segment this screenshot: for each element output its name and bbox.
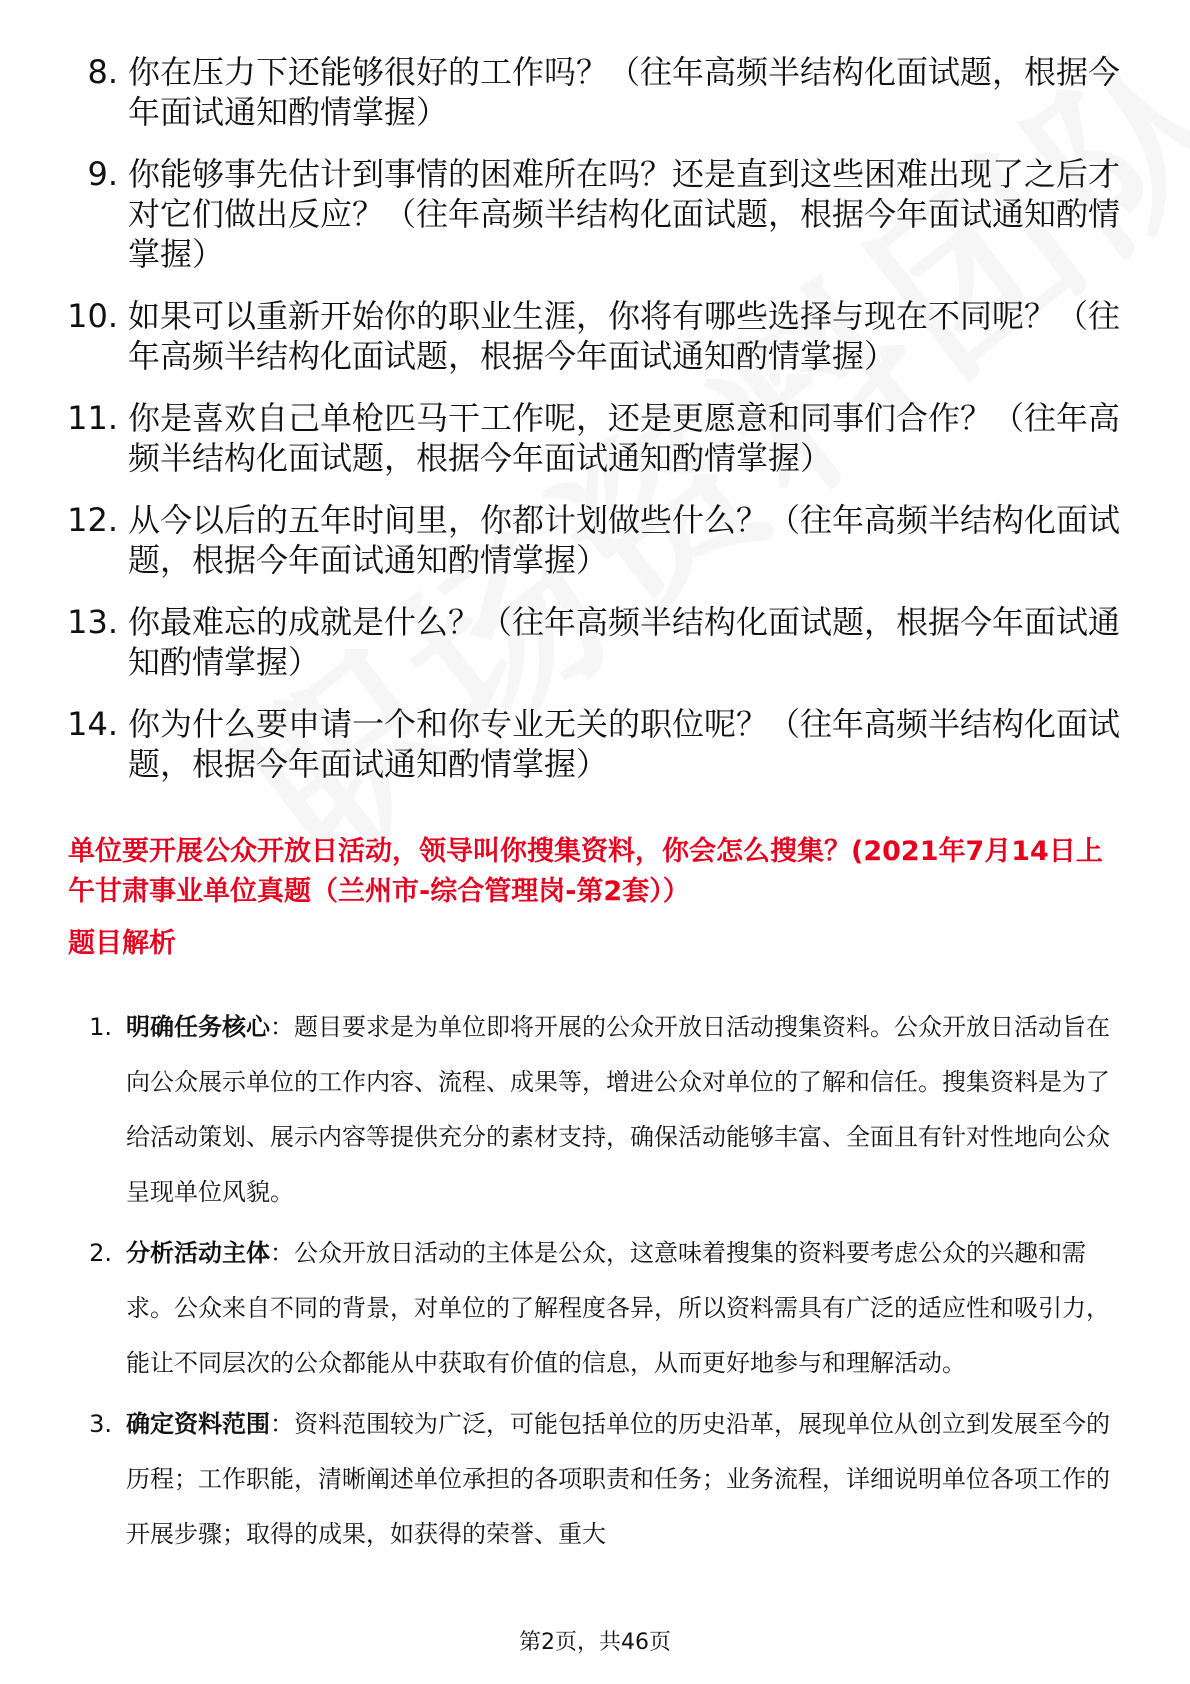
question-number: 11.: [67, 399, 118, 437]
analysis-body: [126, 1226, 1128, 1391]
question-item: [60, 296, 1120, 376]
analysis-item: [66, 1226, 1128, 1391]
analysis-list: [66, 1000, 1128, 1568]
question-number: 13.: [67, 603, 118, 641]
question-list: [60, 52, 1120, 806]
analysis-body: [126, 1397, 1128, 1562]
section-label: 题目解析: [68, 928, 176, 959]
analysis-text: ：题目要求是为单位即将开展的公众开放日活动搜集资料。公众开放日活动旨在向公众展示单位的工作内容、流程、成果等，增进公众对单位的了解和信任。搜集资料是为了给活动策划、展示内容等提供充分的素材支持，确保活动能够丰富、全面且有针对性地向公众呈现单位风貌。: [126, 1013, 1110, 1206]
analysis-item: [66, 1397, 1128, 1562]
page-footer: 第2页，共46页: [519, 1630, 671, 1655]
question-item: [60, 154, 1120, 274]
question-text: 你为什么要申请一个和你专业无关的职位呢？（往年高频半结构化面试题，根据今年面试通知酌情掌握）: [128, 705, 1121, 783]
analysis-title: 明确任务核心: [126, 1013, 270, 1041]
analysis-item: [66, 1000, 1128, 1220]
question-headline: 单位要开展公众开放日活动，领导叫你搜集资料，你会怎么搜集？(2021年7月14日上午甘肃事业单位真题（兰州市-综合管理岗-第2套））: [68, 836, 1103, 907]
analysis-number: 1.: [89, 1013, 112, 1041]
question-item: [60, 500, 1120, 580]
analysis-title: 分析活动主体: [126, 1239, 270, 1267]
question-text: 你最难忘的成就是什么？（往年高频半结构化面试题，根据今年面试通知酌情掌握）: [128, 603, 1121, 681]
analysis-number: 2.: [89, 1239, 112, 1267]
question-text: 你能够事先估计到事情的困难所在吗？还是直到这些困难出现了之后才对它们做出反应？（往年高频半结构化面试题，根据今年面试通知酌情掌握）: [128, 155, 1121, 273]
analysis-body: [126, 1000, 1128, 1220]
question-text: 从今以后的五年时间里，你都计划做些什么？（往年高频半结构化面试题，根据今年面试通知酌情掌握）: [128, 501, 1121, 579]
question-item: [60, 704, 1120, 784]
question-item: [60, 398, 1120, 478]
question-number: 12.: [67, 501, 118, 539]
question-number: 10.: [67, 297, 118, 335]
question-text: 你是喜欢自己单枪匹马干工作呢，还是更愿意和同事们合作？（往年高频半结构化面试题，根据今年面试通知酌情掌握）: [128, 399, 1121, 477]
question-number: 14.: [67, 705, 118, 743]
question-text: 你在压力下还能够很好的工作吗？（往年高频半结构化面试题，根据今年面试通知酌情掌握）: [128, 53, 1121, 131]
analysis-text: ：资料范围较为广泛，可能包括单位的历史沿革，展现单位从创立到发展至今的历程；工作职能，清晰阐述单位承担的各项职责和任务；业务流程，详细说明单位各项工作的开展步骤；取得的成果，如获得的荣誉、重大: [126, 1410, 1110, 1548]
analysis-text: ：公众开放日活动的主体是公众，这意味着搜集的资料要考虑公众的兴趣和需求。公众来自不同的背景，对单位的了解程度各异，所以资料需具有广泛的适应性和吸引力，能让不同层次的公众都能从中获取有价值的信息，从而更好地参与和理解活动。: [126, 1239, 1110, 1377]
analysis-title: 确定资料范围: [126, 1410, 270, 1438]
analysis-number: 3.: [89, 1410, 112, 1438]
question-number: 9.: [87, 155, 118, 193]
question-number: 8.: [87, 53, 118, 91]
question-item: [60, 602, 1120, 682]
question-item: [60, 52, 1120, 132]
question-text: 如果可以重新开始你的职业生涯，你将有哪些选择与现在不同呢？（往年高频半结构化面试题，根据今年面试通知酌情掌握）: [128, 297, 1121, 375]
